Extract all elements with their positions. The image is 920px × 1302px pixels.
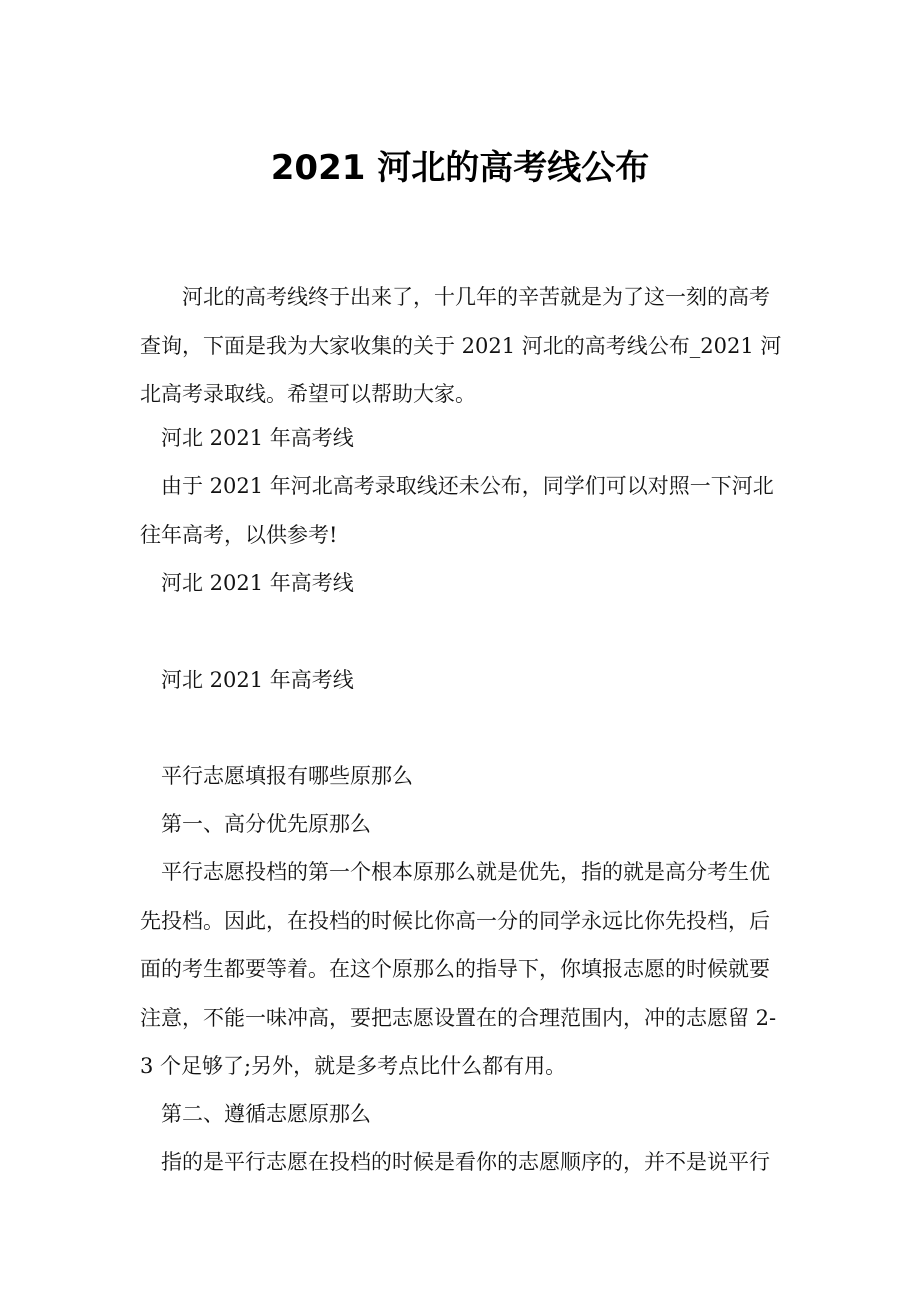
section-heading: 河北 2021 年高考线 bbox=[161, 426, 354, 450]
intro-paragraph: 河北的高考线终于出来了，十几年的辛苦就是为了这一刻的高考查询，下面是我为大家收集的关于 2021 河北的高考线公布_2021 河北高考录取线。希望可以帮助大家。 bbox=[140, 285, 782, 406]
section-heading: 第二、遵循志愿原那么 bbox=[161, 1102, 371, 1126]
section-heading: 第一、高分优先原那么 bbox=[161, 812, 371, 836]
section-heading: 河北 2021 年高考线 bbox=[161, 668, 354, 692]
page-title: 2021 河北的高考线公布 bbox=[270, 148, 650, 188]
body-line: 指的是平行志愿在投档的时候是看你的志愿顺序的，并不是说平行 bbox=[161, 1150, 770, 1174]
body-paragraph: 由于 2021 年河北高考录取线还未公布，同学们可以对照一下河北往年高考，以供参考! bbox=[140, 474, 774, 547]
body-paragraph: 平行志愿投档的第一个根本原那么就是优先，指的就是高分考生优先投档。因此，在投档的时候比你高一分的同学永远比你先投档，后面的考生都要等着。在这个原那么的指导下，你填报志愿的时候就要注意，不能一味冲高，要把志愿设置在的合理范围内，冲的志愿留 2-3 个足够了;另外，就是多考点比什么都有用。 bbox=[140, 860, 777, 1078]
section-heading: 平行志愿填报有哪些原那么 bbox=[161, 764, 413, 788]
section-heading: 河北 2021 年高考线 bbox=[161, 571, 354, 595]
